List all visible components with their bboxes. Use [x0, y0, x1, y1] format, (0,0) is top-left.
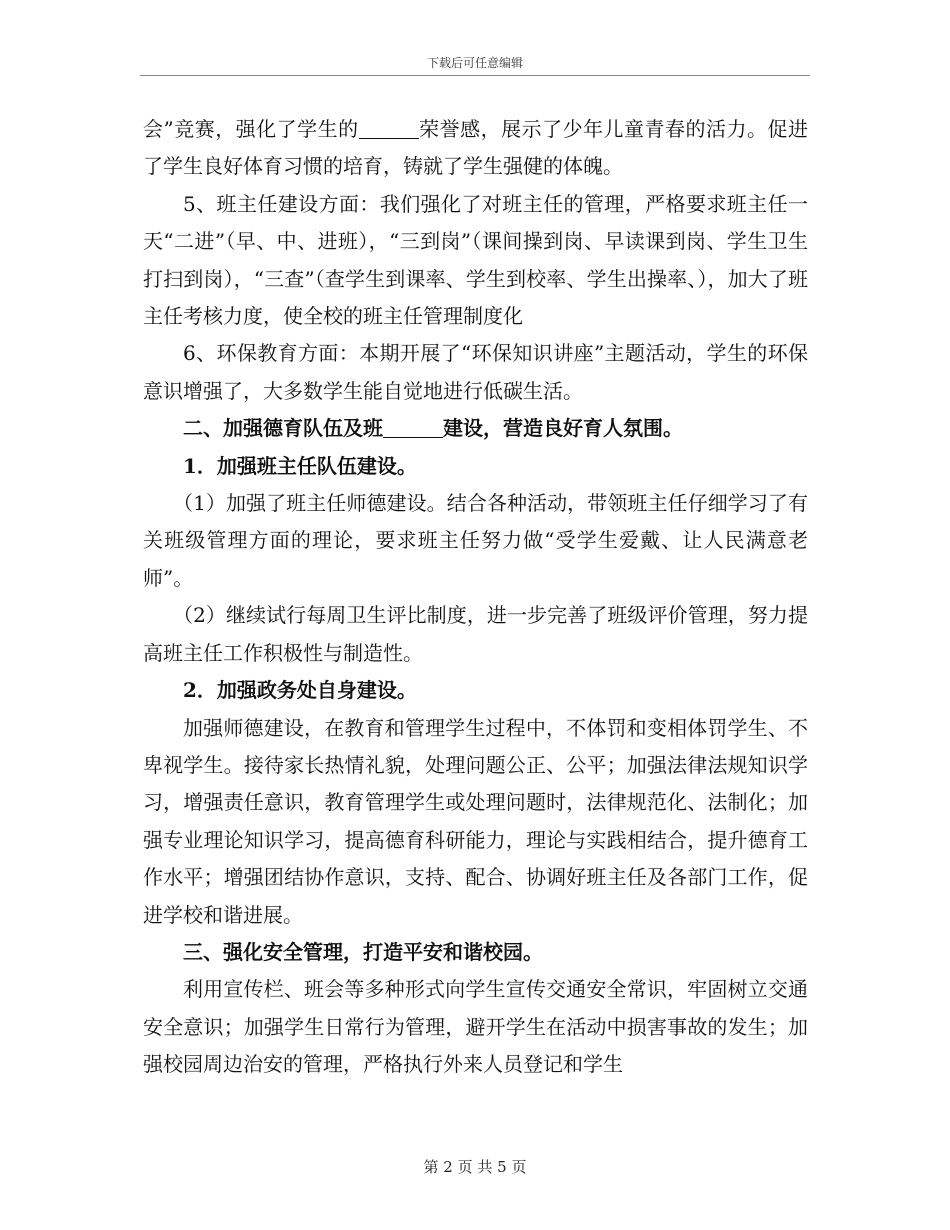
paragraph-item-2: （2）继续试行每周卫生评比制度，进一步完善了班级评价管理，努力提高班主任工作积极性与制造性。	[143, 603, 808, 665]
paragraph-sports-continuation	[143, 111, 808, 186]
paragraph-text: 荣誉感，展示了少年儿童青春的活力。促进了学生良好体育习惯的培育，铸就了学生强健的体魄。	[143, 117, 808, 179]
page-number: 第 2 页 共 5 页	[423, 1158, 527, 1176]
paragraph-item-1: （1）加强了班主任师德建设。结合各种活动，带领班主任仔细学习了有关班级管理方面的理论，要求班主任努力做“受学生爱戴、让人民满意老师”。	[143, 491, 808, 590]
header-divider	[140, 75, 810, 76]
subheading-2-2: 2．加强政务处自身建设。	[183, 678, 417, 703]
blank-underline	[359, 118, 419, 139]
blank-underline	[383, 417, 443, 438]
paragraph-environment: 6、环保教育方面：本期开展了“环保知识讲座”主题活动，学生的环保意识增强了，大多数学生能自觉地进行低碳生活。	[143, 341, 808, 403]
paragraph-office-building: 加强师德建设，在教育和管理学生过程中，不体罚和变相体罚学生、不卑视学生。接待家长热情礼貌，处理问题公正、公平；加强法律法规知识学习，增强责任意识，教育管理学生或处理问题时，法律规范化、法制化；加强专业理论知识学习，提高德育科研能力，理论与实践相结合，提升德育工作水平；增强团结协作意识，支持、配合、协调好班主任及各部门工作，促进学校和谐进展。	[143, 715, 808, 927]
paragraph-class-teacher: 5、班主任建设方面：我们强化了对班主任的管理，严格要求班主任一天“二进”（早、中、进班），“三到岗”（课间操到岗、早读课到岗、学生卫生打扫到岗），“三查”（查学生到课率、学生到校率、学生出操率、），加大了班主任考核力度，使全校的班主任管理制度化	[143, 191, 808, 329]
subheading-2-1: 1．加强班主任队伍建设。	[183, 453, 417, 478]
heading-text: 建设，营造良好育人氛围。	[443, 416, 683, 441]
page-header-note: 下载后可任意编辑	[426, 56, 523, 70]
heading-text: 二、加强德育队伍及班	[183, 416, 383, 441]
document-body	[143, 111, 808, 1084]
paragraph-text: 会”竞赛，强化了学生的	[143, 117, 359, 141]
paragraph-safety: 利用宣传栏、班会等多种形式向学生宣传交通安全常识，牢固树立交通安全意识；加强学生日常行为管理，避开学生在活动中损害事故的发生；加强校园周边治安的管理，严格执行外来人员登记和学生	[143, 977, 808, 1077]
section-heading-2	[143, 410, 808, 447]
section-heading-3: 三、强化安全管理，打造平安和谐校园。	[183, 939, 543, 964]
